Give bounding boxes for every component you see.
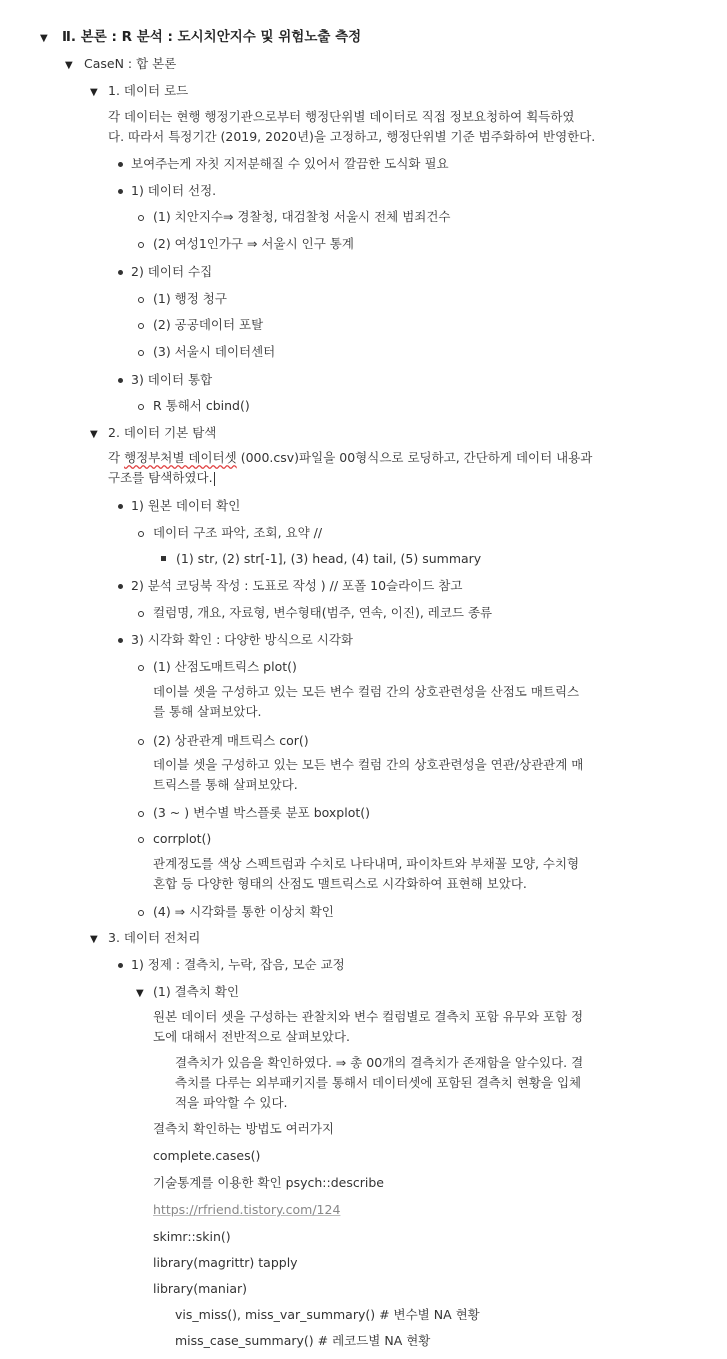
- section2-paragraph-line1: [108, 449, 592, 467]
- bullet-circle: [138, 910, 144, 916]
- bullet-circle: [138, 323, 144, 329]
- bullet-dot: [118, 378, 123, 383]
- bullet-circle: [138, 837, 144, 843]
- section3-heading: 3. 데이터 전처리: [108, 930, 201, 945]
- section2-heading: 2. 데이터 기본 탐색: [108, 425, 217, 440]
- bullet-circle: [138, 665, 144, 671]
- s3-bullet-1: 1) 정제 : 결측치, 누락, 잡음, 모순 교정: [131, 957, 345, 972]
- bullet-dot: [118, 189, 123, 194]
- text-segment: (000.csv)파일을 00형식으로 로딩하고, 간단하게 데이터 내용과: [236, 450, 593, 465]
- s1-bullet-4: 3) 데이터 통합: [131, 372, 213, 387]
- bullet-square: [161, 556, 166, 561]
- s3-quote-line3: 적을 파악할 수 있다.: [175, 1095, 288, 1110]
- s1-bullet-1: 보여주는게 자칫 지저분해질 수 있어서 깔끔한 도식화 필요: [131, 156, 449, 171]
- s2-bullet-3d-paragraph-line1: 관계정도를 색상 스펙트럼과 수치로 나타내며, 파이차트와 부채꼴 모양, 수치형: [153, 856, 580, 871]
- bullet-circle: [138, 404, 144, 410]
- bullet-dot: [118, 963, 123, 968]
- s3-paragraph-line1: 원본 데이터 셋을 구성하는 관찰치와 변수 컬럼별로 결측치 포함 유무와 포함 정: [153, 1009, 584, 1024]
- s3-line-magrittr: library(magrittr) tapply: [153, 1255, 298, 1270]
- bullet-circle: [138, 531, 144, 537]
- s2-bullet-3c: (3 ~ ) 변수별 박스플롯 분포 boxplot(): [153, 805, 371, 820]
- collapse-toggle-title-icon[interactable]: ▼: [40, 33, 48, 44]
- s2-bullet-3b-paragraph-line1: 데이블 셋을 구성하고 있는 모든 변수 컬럼 간의 상호관련성을 연관/상관관계 매: [153, 757, 584, 772]
- collapse-toggle-s2-icon[interactable]: ▼: [90, 429, 98, 440]
- bullet-circle: [138, 242, 144, 248]
- s3-line-maniar: library(maniar): [153, 1281, 248, 1296]
- s2-bullet-3b: (2) 상관관계 매트릭스 cor(): [153, 733, 309, 748]
- bullet-circle: [138, 739, 144, 745]
- s3-quote-line2: 측치를 다루는 외부패키지를 통해서 데이터셋에 포함된 결측치 현황을 입체: [175, 1075, 582, 1090]
- s2-bullet-1a1: (1) str, (2) str[-1], (3) head, (4) tail, (5) summary: [176, 551, 482, 566]
- section1-paragraph-line1: 각 데이터는 현행 행정기관으로부터 행정단위별 데이터로 직접 정보요청하여 획득하였: [108, 109, 575, 124]
- s3-line-complete-cases: complete.cases(): [153, 1148, 261, 1163]
- s2-bullet-3d: corrplot(): [153, 831, 212, 846]
- s3-line-skimr: skimr::skin(): [153, 1229, 231, 1244]
- text-segment: 각: [108, 450, 125, 465]
- collapse-toggle-s1-icon[interactable]: ▼: [90, 87, 98, 98]
- collapse-toggle-s3-1a-icon[interactable]: ▼: [136, 988, 144, 999]
- s1-bullet-4a: R 통해서 cbind(): [153, 398, 250, 413]
- s2-bullet-3e: (4) ⇒ 시각화를 통한 이상치 확인: [153, 904, 334, 919]
- section1-heading: 1. 데이터 로드: [108, 83, 189, 98]
- s3-line-miss-case-summary: miss_case_summary() # 레코드별 NA 현황: [175, 1333, 431, 1348]
- s2-bullet-3: 3) 시각화 확인 : 다양한 방식으로 시각화: [131, 632, 354, 647]
- text-cursor: [214, 472, 215, 486]
- s1-bullet-3c: (3) 서울시 데이터센터: [153, 344, 276, 359]
- s2-bullet-2: 2) 분석 코딩북 작성 : 도표로 작성 ) // 포폴 10슬라이드 참고: [131, 578, 463, 593]
- s2-bullet-3a: (1) 산점도매트릭스 plot(): [153, 659, 297, 674]
- s2-bullet-3a-paragraph-line2: 를 통해 살펴보았다.: [153, 704, 262, 719]
- s1-bullet-2b: (2) 여성1인가구 ⇒ 서울시 인구 통계: [153, 236, 354, 251]
- section2-paragraph-line2: [108, 469, 215, 487]
- s3-line-methods: 결측치 확인하는 방법도 여러가지: [153, 1121, 334, 1136]
- bullet-dot: [118, 270, 123, 275]
- s2-bullet-3a-paragraph-line1: 데이블 셋을 구성하고 있는 모든 변수 컬럼 간의 상호관련성을 산점도 매트릭스: [153, 684, 580, 699]
- reference-link[interactable]: https://rfriend.tistory.com/124: [153, 1202, 341, 1217]
- s3-paragraph-line2: 도에 대해서 전반적으로 살펴보았다.: [153, 1029, 351, 1044]
- bullet-dot: [118, 162, 123, 167]
- s1-bullet-2a: (1) 치안지수⇒ 경찰청, 대검찰청 서울시 전체 범죄건수: [153, 209, 451, 224]
- s2-bullet-3d-paragraph-line2: 혼합 등 다양한 형태의 산점도 맬트릭스로 시각화하여 표현해 보았다.: [153, 876, 527, 891]
- bullet-dot: [118, 504, 123, 509]
- s3-bullet-1a: (1) 결측치 확인: [153, 984, 240, 999]
- s3-line-vis-miss: vis_miss(), miss_var_summary() # 변수별 NA 현황: [175, 1307, 480, 1322]
- section1-paragraph-line2: 다. 따라서 특정기간 (2019, 2020년)을 고정하고, 행정단위별 기준 범주화하여 반영한다.: [108, 129, 596, 144]
- s3-line-psych-describe: 기술통계를 이용한 확인 psych::describe: [153, 1175, 384, 1190]
- s3-quote-line1: 결측치가 있음을 확인하였다. ⇒ 총 00개의 결측치가 존재함을 알수있다. 결: [175, 1055, 584, 1070]
- s1-bullet-3b: (2) 공공데이터 포탈: [153, 317, 264, 332]
- s2-bullet-1: 1) 원본 데이터 확인: [131, 498, 241, 513]
- bullet-dot: [118, 638, 123, 643]
- text-segment: 구조를 탐색하였다.: [108, 470, 213, 485]
- s1-bullet-3: 2) 데이터 수집: [131, 264, 213, 279]
- spellcheck-flagged-text: 행정부처별 데이터셋: [124, 450, 237, 465]
- bullet-circle: [138, 350, 144, 356]
- case-heading: CaseN : 합 본론: [84, 56, 177, 71]
- bullet-dot: [118, 584, 123, 589]
- bullet-circle: [138, 611, 144, 617]
- s1-bullet-3a: (1) 행정 청구: [153, 291, 227, 306]
- s2-bullet-1a: 데이터 구조 파악, 조회, 요약 //: [153, 525, 323, 540]
- bullet-circle: [138, 811, 144, 817]
- bullet-circle: [138, 297, 144, 303]
- s1-bullet-2: 1) 데이터 선정.: [131, 183, 217, 198]
- s2-bullet-3b-paragraph-line2: 트릭스를 통해 살펴보았다.: [153, 777, 298, 792]
- s2-bullet-2a: 컬럼명, 개요, 자료형, 변수형태(범주, 연속, 이진), 레코드 종류: [153, 605, 493, 620]
- document-title: Ⅱ. 본론 : R 분석 : 도시치안지수 및 위험노출 측정: [62, 29, 362, 45]
- collapse-toggle-case-icon[interactable]: ▼: [65, 60, 73, 71]
- bullet-circle: [138, 215, 144, 221]
- collapse-toggle-s3-icon[interactable]: ▼: [90, 934, 98, 945]
